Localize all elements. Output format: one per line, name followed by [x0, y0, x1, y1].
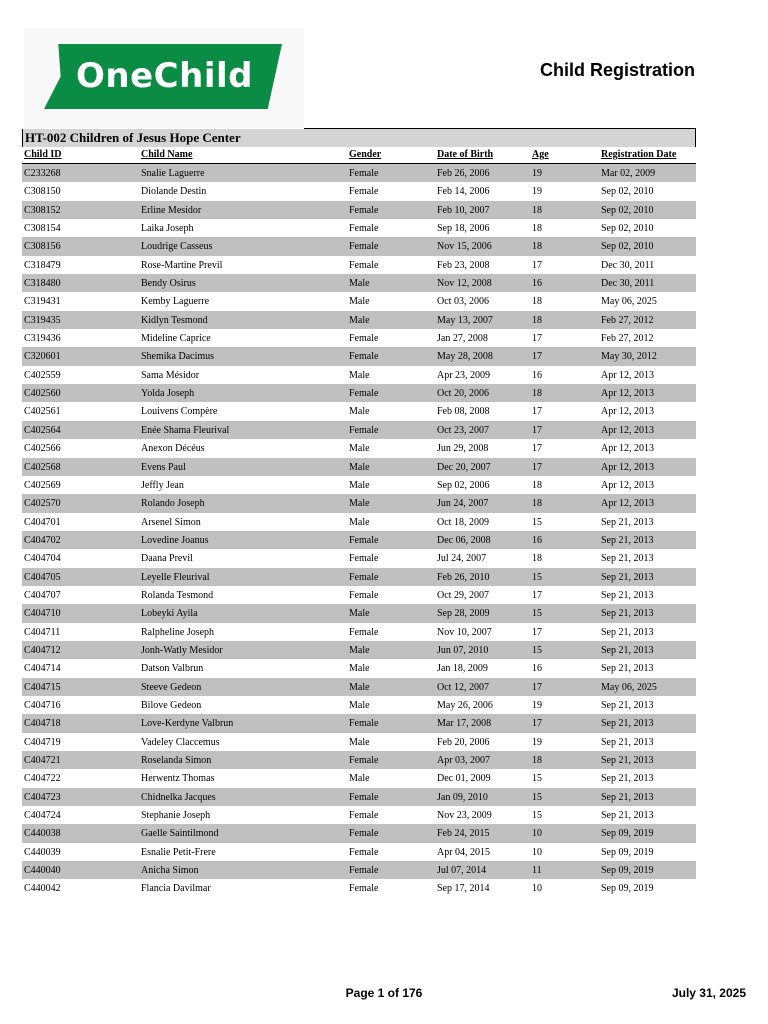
gender-cell: Female: [349, 865, 379, 877]
age-cell: 18: [532, 296, 542, 308]
gender-cell: Female: [349, 388, 379, 400]
date-of-birth-cell: Nov 10, 2007: [437, 626, 492, 638]
registration-date-cell: Feb 27, 2012: [601, 314, 654, 326]
table-row: [22, 806, 696, 824]
age-cell: 18: [532, 498, 542, 510]
date-of-birth-cell: Sep 18, 2006: [437, 223, 490, 235]
registration-date-cell: Dec 30, 2011: [601, 259, 655, 271]
registration-date-cell: Apr 12, 2013: [601, 443, 655, 455]
table-row: [22, 879, 696, 897]
child-name-cell: Daana Previl: [141, 553, 193, 565]
date-of-birth-cell: Jan 18, 2009: [437, 663, 488, 675]
age-cell: 18: [532, 223, 542, 235]
table-row: [22, 824, 696, 842]
date-of-birth-cell: Apr 23, 2009: [437, 369, 491, 381]
section-header: [22, 129, 696, 147]
date-of-birth-cell: Jun 07, 2010: [437, 644, 489, 656]
table-row: [22, 494, 696, 512]
age-cell: 16: [532, 663, 542, 675]
table-row: [22, 292, 696, 310]
logo: [24, 28, 304, 128]
table-row: [22, 623, 696, 641]
child-name-cell: Evens Paul: [141, 461, 186, 473]
child-name-cell: Gaelle Saintilmond: [141, 828, 219, 840]
gender-cell: Female: [349, 186, 379, 198]
gender-cell: Male: [349, 516, 370, 528]
child-name-cell: Bilove Gedeon: [141, 699, 202, 711]
gender-cell: Female: [349, 626, 379, 638]
child-id-cell: C318480: [24, 278, 61, 290]
gender-cell: Female: [349, 351, 379, 363]
child-name-cell: Stephanie Joseph: [141, 810, 211, 822]
child-name-cell: Anexon Décéus: [141, 443, 205, 455]
child-name-cell: Leyelle Fleurival: [141, 571, 210, 583]
child-name-cell: Enée Shama Fleurival: [141, 424, 230, 436]
table-row: [22, 329, 696, 347]
gender-cell: Male: [349, 608, 370, 620]
gender-cell: Female: [349, 755, 379, 766]
table-row: [22, 568, 696, 586]
child-id-cell: C440042: [24, 883, 61, 895]
table-row: [22, 696, 696, 714]
column-header-age: Age: [532, 149, 549, 160]
child-id-cell: C308154: [24, 223, 61, 235]
date-of-birth-cell: Sep 02, 2006: [437, 479, 490, 491]
registration-date-cell: Sep 21, 2013: [601, 699, 654, 711]
date-of-birth-cell: Jul 24, 2007: [437, 553, 487, 565]
table-row: [22, 274, 696, 292]
table-row: [22, 182, 696, 200]
child-id-cell: C404707: [24, 589, 61, 601]
date-of-birth-cell: Feb 14, 2006: [437, 186, 490, 198]
child-id-cell: C440038: [24, 828, 61, 840]
child-name-cell: Erline Mesidor: [141, 204, 202, 216]
date-of-birth-cell: Jun 24, 2007: [437, 498, 489, 510]
child-name-cell: Vadeley Claccemus: [141, 736, 220, 748]
gender-cell: Male: [349, 498, 370, 510]
date-of-birth-cell: Jul 07, 2014: [437, 865, 487, 877]
child-id-cell: C440040: [24, 865, 61, 877]
child-name-cell: Chidnelka Jacques: [141, 791, 216, 803]
date-of-birth-cell: May 26, 2006: [437, 699, 493, 711]
date-of-birth-cell: Sep 28, 2009: [437, 608, 490, 620]
registration-date-cell: Sep 09, 2019: [601, 865, 654, 877]
registration-date-cell: Sep 21, 2013: [601, 589, 654, 601]
date-of-birth-cell: Nov 12, 2008: [437, 278, 492, 290]
date-of-birth-cell: Feb 08, 2008: [437, 406, 490, 418]
registration-date-cell: May 30, 2012: [601, 351, 657, 363]
child-name-cell: Loudrige Casseus: [141, 241, 213, 253]
date-of-birth-cell: Oct 03, 2006: [437, 296, 489, 308]
gender-cell: Female: [349, 718, 379, 730]
gender-cell: Female: [349, 424, 379, 436]
gender-cell: Female: [349, 846, 379, 858]
age-cell: 17: [532, 718, 542, 730]
date-of-birth-cell: May 28, 2008: [437, 351, 493, 363]
registration-date-cell: May 06, 2025: [601, 296, 657, 308]
age-cell: 16: [532, 278, 542, 290]
child-name-cell: Snalie Laguerre: [141, 168, 205, 179]
age-cell: 18: [532, 241, 542, 253]
child-name-cell: Sama Mésidor: [141, 369, 200, 381]
date-of-birth-cell: Oct 12, 2007: [437, 681, 489, 693]
registration-date-cell: Sep 09, 2019: [601, 846, 654, 858]
registration-date-cell: Sep 21, 2013: [601, 571, 654, 583]
gender-cell: Male: [349, 369, 370, 381]
table-row: [22, 604, 696, 622]
date-of-birth-cell: Oct 20, 2006: [437, 388, 489, 400]
child-name-cell: Roselanda Simon: [141, 755, 212, 766]
table-row: [22, 476, 696, 494]
child-id-cell: C402569: [24, 479, 61, 491]
table-row: [22, 678, 696, 696]
registration-date-cell: Sep 21, 2013: [601, 553, 654, 565]
table-row: [22, 201, 696, 219]
gender-cell: Female: [349, 571, 379, 583]
date-of-birth-cell: Dec 06, 2008: [437, 534, 491, 546]
age-cell: 17: [532, 351, 542, 363]
logo-text: OneChild: [76, 56, 253, 96]
gender-cell: Female: [349, 553, 379, 565]
child-name-cell: Flancia Davilmar: [141, 883, 211, 895]
child-id-cell: C233268: [24, 168, 61, 179]
age-cell: 11: [532, 865, 542, 877]
child-name-cell: Arsenel Simon: [141, 516, 201, 528]
child-id-cell: C402568: [24, 461, 61, 473]
registration-date-cell: Apr 12, 2013: [601, 461, 655, 473]
registration-date-cell: Dec 30, 2011: [601, 278, 655, 290]
table-row: [22, 843, 696, 861]
date-of-birth-cell: Dec 01, 2009: [437, 773, 491, 785]
registration-date-cell: Mar 02, 2009: [601, 168, 656, 179]
date-of-birth-cell: Feb 23, 2008: [437, 259, 490, 271]
table-row: [22, 347, 696, 365]
child-id-cell: C402564: [24, 424, 61, 436]
column-header-child-name: Child Name: [141, 149, 193, 160]
child-id-cell: C402559: [24, 369, 61, 381]
age-cell: 10: [532, 846, 542, 858]
table-row: [22, 659, 696, 677]
age-cell: 18: [532, 314, 542, 326]
registration-date-cell: Sep 02, 2010: [601, 186, 654, 198]
table-row: [22, 402, 696, 420]
date-of-birth-cell: Feb 24, 2015: [437, 828, 490, 840]
child-name-cell: Bendy Osirus: [141, 278, 196, 290]
child-name-cell: Lobeyki Ayila: [141, 608, 198, 620]
age-cell: 10: [532, 828, 542, 840]
table-row: [22, 714, 696, 732]
date-of-birth-cell: Oct 29, 2007: [437, 589, 489, 601]
date-of-birth-cell: Feb 26, 2006: [437, 168, 490, 179]
date-of-birth-cell: Nov 23, 2009: [437, 810, 492, 822]
age-cell: 19: [532, 736, 542, 748]
child-name-cell: Esnalie Petit-Frere: [141, 846, 216, 858]
age-cell: 17: [532, 333, 542, 345]
registration-date-cell: Sep 21, 2013: [601, 626, 654, 638]
date-of-birth-cell: Oct 23, 2007: [437, 424, 489, 436]
child-id-cell: C404714: [24, 663, 61, 675]
date-of-birth-cell: May 13, 2007: [437, 314, 493, 326]
registration-date-cell: Apr 12, 2013: [601, 479, 655, 491]
registration-date-cell: Sep 21, 2013: [601, 736, 654, 748]
registration-date-cell: Feb 27, 2012: [601, 333, 654, 345]
age-cell: 17: [532, 443, 542, 455]
age-cell: 16: [532, 369, 542, 381]
table-row: [22, 311, 696, 329]
registration-date-cell: May 06, 2025: [601, 681, 657, 693]
gender-cell: Male: [349, 296, 370, 308]
table-row: [22, 513, 696, 531]
child-id-cell: C404721: [24, 755, 61, 766]
registration-date-cell: Sep 21, 2013: [601, 663, 654, 675]
registration-date-cell: Sep 21, 2013: [601, 718, 654, 730]
age-cell: 17: [532, 406, 542, 418]
table-row: [22, 384, 696, 402]
gender-cell: Male: [349, 443, 370, 455]
child-name-cell: Rolando Joseph: [141, 498, 205, 510]
child-id-cell: C404724: [24, 810, 61, 822]
date-of-birth-cell: Jan 27, 2008: [437, 333, 488, 345]
registration-table: [22, 164, 696, 898]
age-cell: 15: [532, 516, 542, 528]
gender-cell: Female: [349, 168, 379, 179]
child-name-cell: Jonh-Watly Mesidor: [141, 644, 223, 656]
child-name-cell: Herwentz Thomas: [141, 773, 215, 785]
child-name-cell: Ralpheline Joseph: [141, 626, 215, 638]
gender-cell: Male: [349, 406, 370, 418]
date-of-birth-cell: Nov 15, 2006: [437, 241, 492, 253]
registration-date-cell: Sep 21, 2013: [601, 810, 654, 822]
gender-cell: Male: [349, 699, 370, 711]
child-name-cell: Lovedine Joanus: [141, 534, 209, 546]
table-row: [22, 237, 696, 255]
child-id-cell: C404710: [24, 608, 61, 620]
gender-cell: Female: [349, 534, 379, 546]
table-row: [22, 458, 696, 476]
age-cell: 17: [532, 589, 542, 601]
child-id-cell: C319436: [24, 333, 61, 345]
registration-date-cell: Sep 02, 2010: [601, 223, 654, 235]
child-name-cell: Datson Valbrun: [141, 663, 204, 675]
gender-cell: Male: [349, 314, 370, 326]
date-of-birth-cell: Sep 17, 2014: [437, 883, 490, 895]
column-header-gender: Gender: [349, 149, 382, 160]
age-cell: 19: [532, 186, 542, 198]
child-id-cell: C402560: [24, 388, 61, 400]
age-cell: 19: [532, 168, 542, 179]
gender-cell: Female: [349, 589, 379, 601]
date-of-birth-cell: Apr 04, 2015: [437, 846, 491, 858]
gender-cell: Male: [349, 681, 370, 693]
age-cell: 19: [532, 699, 542, 711]
age-cell: 15: [532, 644, 542, 656]
child-name-cell: Mideline Caprice: [141, 333, 211, 345]
table-row: [22, 421, 696, 439]
child-name-cell: Love-Kerdyne Valbrun: [141, 718, 234, 730]
child-id-cell: C319431: [24, 296, 61, 308]
registration-date-cell: Sep 09, 2019: [601, 828, 654, 840]
child-id-cell: C319435: [24, 314, 61, 326]
age-cell: 10: [532, 883, 542, 895]
registration-date-cell: Apr 12, 2013: [601, 498, 655, 510]
child-id-cell: C402570: [24, 498, 61, 510]
child-id-cell: C404702: [24, 534, 61, 546]
gender-cell: Female: [349, 259, 379, 271]
child-id-cell: C308156: [24, 241, 61, 253]
child-id-cell: C404712: [24, 644, 61, 656]
child-id-cell: C308152: [24, 204, 61, 216]
age-cell: 18: [532, 204, 542, 216]
gender-cell: Female: [349, 791, 379, 803]
child-name-cell: Louivens Compère: [141, 406, 218, 418]
gender-cell: Female: [349, 333, 379, 345]
child-id-cell: C404719: [24, 736, 61, 748]
date-of-birth-cell: Apr 03, 2007: [437, 755, 491, 766]
child-id-cell: C318479: [24, 259, 61, 271]
child-id-cell: C404716: [24, 699, 61, 711]
table-row: [22, 164, 696, 182]
age-cell: 17: [532, 681, 542, 693]
page-title: Child Registration: [539, 60, 695, 80]
page-number: Page 1 of 176: [345, 986, 423, 1000]
date-of-birth-cell: Feb 26, 2010: [437, 571, 490, 583]
registration-date-cell: Sep 09, 2019: [601, 883, 654, 895]
age-cell: 15: [532, 810, 542, 822]
child-name-cell: Laika Joseph: [141, 223, 194, 235]
date-of-birth-cell: Mar 17, 2008: [437, 718, 492, 730]
registration-date-cell: Sep 02, 2010: [601, 241, 654, 253]
age-cell: 17: [532, 424, 542, 436]
date-of-birth-cell: Feb 20, 2006: [437, 736, 490, 748]
age-cell: 18: [532, 553, 542, 565]
gender-cell: Male: [349, 663, 370, 675]
column-header-registration-date: Registration Date: [601, 149, 677, 160]
child-name-cell: Rolanda Tesmond: [141, 589, 214, 601]
child-id-cell: C404718: [24, 718, 61, 730]
gender-cell: Female: [349, 810, 379, 822]
age-cell: 17: [532, 461, 542, 473]
registration-date-cell: Sep 21, 2013: [601, 608, 654, 620]
age-cell: 15: [532, 608, 542, 620]
child-name-cell: Kemby Laguerre: [141, 296, 210, 308]
registration-date-cell: Apr 12, 2013: [601, 369, 655, 381]
date-of-birth-cell: Jan 09, 2010: [437, 791, 488, 803]
child-name-cell: Rose-Martine Previl: [141, 259, 223, 271]
age-cell: 18: [532, 479, 542, 491]
child-id-cell: C404723: [24, 791, 61, 803]
child-id-cell: C320601: [24, 351, 61, 363]
child-name-cell: Yolda Joseph: [141, 388, 195, 400]
gender-cell: Female: [349, 883, 379, 895]
child-id-cell: C404711: [24, 626, 61, 638]
gender-cell: Male: [349, 461, 370, 473]
child-id-cell: C402566: [24, 443, 61, 455]
child-id-cell: C404701: [24, 516, 61, 528]
age-cell: 18: [532, 388, 542, 400]
registration-date-cell: Sep 21, 2013: [601, 534, 654, 546]
gender-cell: Female: [349, 241, 379, 253]
registration-date-cell: Apr 12, 2013: [601, 406, 655, 418]
age-cell: 15: [532, 773, 542, 785]
age-cell: 18: [532, 755, 542, 766]
column-header-date-of-birth: Date of Birth: [437, 149, 494, 160]
child-id-cell: C404715: [24, 681, 61, 693]
child-name-cell: Steeve Gedeon: [141, 681, 202, 693]
gender-cell: Male: [349, 773, 370, 785]
table-row: [22, 641, 696, 659]
child-name-cell: Shemika Dacimus: [141, 351, 215, 363]
registration-date-cell: Sep 21, 2013: [601, 773, 654, 785]
child-name-cell: Diolande Destin: [141, 186, 207, 198]
table-row: [22, 256, 696, 274]
table-row: [22, 219, 696, 237]
gender-cell: Female: [349, 828, 379, 840]
registration-date-cell: Sep 21, 2013: [601, 516, 654, 528]
table-row: [22, 549, 696, 567]
table-row: [22, 751, 696, 769]
table-row: [22, 439, 696, 457]
age-cell: 15: [532, 571, 542, 583]
age-cell: 17: [532, 626, 542, 638]
child-id-cell: C404705: [24, 571, 61, 583]
registration-date-cell: Sep 02, 2010: [601, 204, 654, 216]
registration-date-cell: Sep 21, 2013: [601, 791, 654, 803]
child-name-cell: Jeffly Jean: [141, 479, 184, 491]
table-row: [22, 531, 696, 549]
child-id-cell: C308150: [24, 186, 61, 198]
table-row: [22, 366, 696, 384]
gender-cell: Female: [349, 204, 379, 216]
column-header-child-id: Child ID: [24, 149, 62, 160]
date-of-birth-cell: Dec 20, 2007: [437, 461, 491, 473]
table-row: [22, 769, 696, 787]
registration-date-cell: Sep 21, 2013: [601, 644, 654, 656]
child-name-cell: Anicha Simon: [141, 865, 199, 877]
gender-cell: Female: [349, 223, 379, 235]
date-of-birth-cell: Oct 18, 2009: [437, 516, 489, 528]
age-cell: 15: [532, 791, 542, 803]
table-row: [22, 861, 696, 879]
child-id-cell: C404704: [24, 553, 61, 565]
child-id-cell: C440039: [24, 846, 61, 858]
report-date: July 31, 2025: [671, 986, 746, 1000]
section-title: HT-002 Children of Jesus Hope Center: [25, 130, 241, 145]
table-row: [22, 733, 696, 751]
gender-cell: Male: [349, 736, 370, 748]
child-id-cell: C404722: [24, 773, 61, 785]
age-cell: 17: [532, 259, 542, 271]
gender-cell: Male: [349, 278, 370, 290]
age-cell: 16: [532, 534, 542, 546]
registration-date-cell: Apr 12, 2013: [601, 388, 655, 400]
gender-cell: Male: [349, 644, 370, 656]
date-of-birth-cell: Feb 10, 2007: [437, 204, 490, 216]
date-of-birth-cell: Jun 29, 2008: [437, 443, 489, 455]
registration-date-cell: Sep 21, 2013: [601, 755, 654, 766]
registration-date-cell: Apr 12, 2013: [601, 424, 655, 436]
child-id-cell: C402561: [24, 406, 61, 418]
gender-cell: Male: [349, 479, 370, 491]
table-row: [22, 788, 696, 806]
child-name-cell: Kidlyn Tesmond: [141, 314, 208, 326]
table-row: [22, 586, 696, 604]
